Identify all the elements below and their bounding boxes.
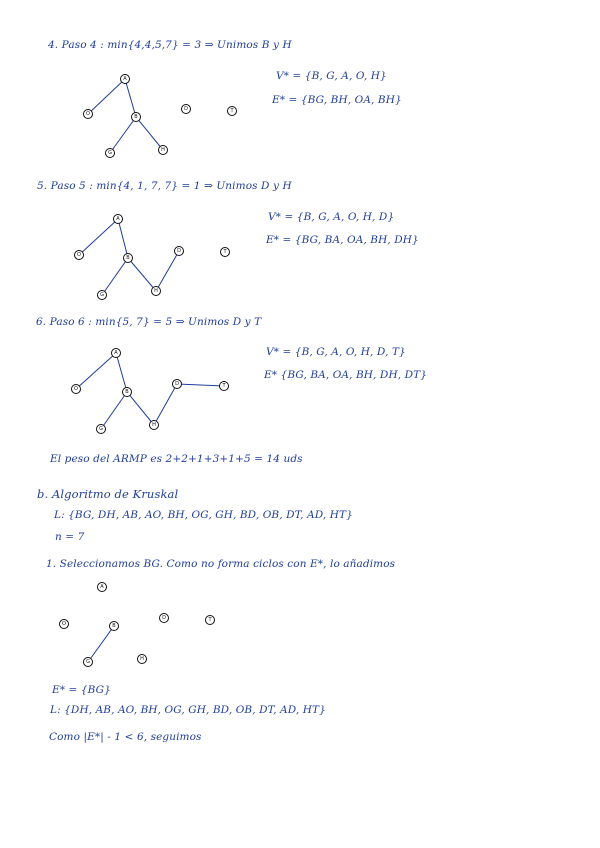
svg-text:T: T: [222, 383, 226, 389]
svg-text:G: G: [108, 150, 112, 156]
svg-text:B: B: [126, 255, 130, 261]
graph-step6: [72, 349, 229, 434]
graph-step4: [84, 75, 237, 158]
edge-BG: [88, 626, 114, 662]
node-D: [160, 614, 169, 623]
edge-AB: [116, 353, 127, 392]
graph-kruskal-step1: [60, 583, 215, 667]
svg-text:B: B: [112, 623, 116, 629]
svg-text:B: B: [125, 389, 129, 395]
node-A: [112, 349, 121, 358]
node-A: [121, 75, 130, 84]
node-A: [114, 215, 123, 224]
svg-text:D: D: [175, 381, 179, 387]
svg-text:D: D: [162, 615, 166, 621]
step5-vstar: V* = {B, G, A, O, H, D}: [268, 211, 395, 223]
edge-BG: [102, 258, 128, 295]
node-O: [84, 110, 93, 119]
node-B: [124, 254, 133, 263]
svg-text:O: O: [86, 111, 90, 117]
node-H: [159, 146, 168, 155]
step4-heading: 4. Paso 4 : min{4,4,5,7} = 3 ⇒ Unimos B y H: [48, 39, 292, 51]
node-G: [84, 658, 93, 667]
edge-AO: [76, 353, 116, 389]
kruskal-conclusion: Como |E*| - 1 < 6, seguimos: [49, 731, 202, 743]
edge-AB: [118, 219, 128, 258]
node-D: [182, 105, 191, 114]
node-H: [152, 287, 161, 296]
node-O: [75, 251, 84, 260]
node-D: [173, 380, 182, 389]
node-G: [106, 149, 115, 158]
svg-text:O: O: [74, 386, 78, 392]
node-H: [138, 655, 147, 664]
edge-BH: [136, 117, 163, 150]
node-B: [132, 113, 141, 122]
edge-BH: [127, 392, 154, 425]
edge-DH: [154, 384, 177, 425]
svg-text:A: A: [114, 350, 118, 356]
node-T: [228, 107, 237, 116]
node-O: [72, 385, 81, 394]
svg-text:A: A: [123, 76, 127, 82]
edge-BG: [101, 392, 127, 429]
svg-text:H: H: [154, 288, 158, 294]
svg-text:A: A: [116, 216, 120, 222]
kruskal-edge-list: L: {BG, DH, AB, AO, BH, OG, GH, BD, OB, DT, AD, HT}: [54, 509, 353, 521]
node-T: [206, 616, 215, 625]
kruskal-step1: 1. Seleccionamos BG. Como no forma ciclos con E*, lo añadimos: [46, 558, 396, 570]
svg-text:G: G: [99, 426, 103, 432]
svg-text:D: D: [184, 106, 188, 112]
node-H: [150, 421, 159, 430]
svg-text:H: H: [140, 656, 144, 662]
node-T: [221, 248, 230, 257]
svg-text:A: A: [100, 584, 104, 590]
node-A: [98, 583, 107, 592]
svg-text:H: H: [152, 422, 156, 428]
kruskal-edge-list-2: L: {DH, AB, AO, BH, OG, GH, BD, OB, DT, AD, HT}: [50, 704, 326, 716]
node-G: [98, 291, 107, 300]
edge-DT: [177, 384, 224, 386]
step6-vstar: V* = {B, G, A, O, H, D, T}: [266, 346, 406, 358]
kruskal-heading: b. Algoritmo de Kruskal: [37, 487, 179, 501]
svg-text:G: G: [100, 292, 104, 298]
svg-text:D: D: [177, 248, 181, 254]
kruskal-n: n = 7: [55, 531, 85, 543]
edge-BG: [110, 117, 136, 153]
edge-DH: [156, 251, 179, 291]
node-T: [220, 382, 229, 391]
kruskal-estar: E* = {BG}: [52, 684, 111, 696]
svg-text:T: T: [230, 108, 234, 114]
edge-AB: [125, 79, 136, 117]
svg-text:H: H: [161, 147, 165, 153]
graph-step5: [75, 215, 230, 300]
svg-text:T: T: [208, 617, 212, 623]
edge-AO: [88, 79, 125, 114]
edge-BH: [128, 258, 156, 291]
svg-text:B: B: [134, 114, 138, 120]
node-G: [97, 425, 106, 434]
step5-estar: E* = {BG, BA, OA, BH, DH}: [266, 234, 419, 246]
step5-heading: 5. Paso 5 : min{4, 1, 7, 7} = 1 ⇒ Unimos D y H: [37, 180, 292, 192]
node-B: [110, 622, 119, 631]
svg-text:O: O: [77, 252, 81, 258]
step4-vstar: V* = {B, G, A, O, H}: [276, 70, 387, 82]
step6-estar: E* {BG, BA, OA, BH, DH, DT}: [264, 369, 427, 381]
svg-text:G: G: [86, 659, 90, 665]
step6-heading: 6. Paso 6 : min{5, 7} = 5 ⇒ Unimos D y T: [36, 316, 262, 328]
node-B: [123, 388, 132, 397]
node-D: [175, 247, 184, 256]
edge-AO: [79, 219, 118, 255]
svg-text:O: O: [62, 621, 66, 627]
svg-text:T: T: [223, 249, 227, 255]
node-O: [60, 620, 69, 629]
step4-estar: E* = {BG, BH, OA, BH}: [272, 94, 402, 106]
mst-weight-line: El peso del ARMP es 2+2+1+3+1+5 = 14 uds: [50, 453, 303, 465]
